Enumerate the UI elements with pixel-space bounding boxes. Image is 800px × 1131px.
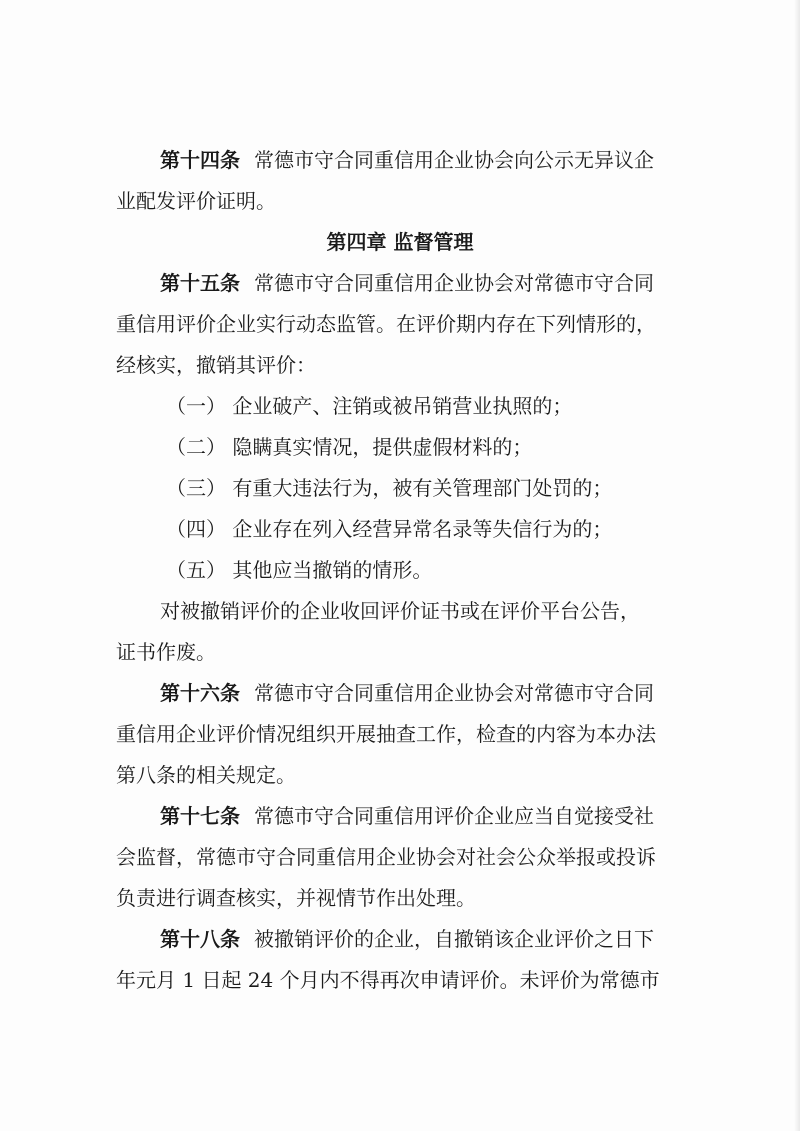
article-15-text-1: 常德市守合同重信用企业协会对常德市守合同 [254, 271, 654, 295]
article-17-line-2: 会监督，常德市守合同重信用企业协会对社会公众举报或投诉 [116, 845, 656, 869]
article-16-text-1: 常德市守合同重信用企业协会对常德市守合同 [254, 681, 654, 705]
article-18-line-2: 年元月 1 日起 24 个月内不得再次申请评价。未评价为常德市 [116, 968, 660, 992]
article-18-label: 第十八条 [160, 927, 240, 951]
article-18-text-1: 被撤销评价的企业，自撤销该企业评价之日下 [254, 927, 654, 951]
article-15-after-1: 对被撤销评价的企业收回评价证书或在评价平台公告， [160, 599, 640, 623]
article-15-line-3: 经核实，撤销其评价： [116, 353, 316, 377]
list-item: （四） 企业存在列入经营异常名录等失信行为的； [166, 517, 613, 541]
scan-edge-shadow [794, 0, 800, 1131]
article-17-text-1: 常德市守合同重信用评价企业应当自觉接受社 [254, 804, 654, 828]
list-item: （五） 其他应当撤销的情形。 [166, 558, 433, 582]
list-item: （一） 企业破产、注销或被吊销营业执照的； [166, 394, 573, 418]
article-18-line-1 [160, 925, 691, 953]
list-item: （三） 有重大违法行为，被有关管理部门处罚的； [166, 476, 613, 500]
article-17-label: 第十七条 [160, 804, 240, 828]
article-15-line-1 [160, 269, 691, 297]
article-16-line-1 [160, 679, 691, 707]
article-14-text-1: 常德市守合同重信用企业协会向公示无异议企 [254, 148, 654, 172]
article-15-label: 第十五条 [160, 271, 240, 295]
chapter-heading: 第四章 监督管理 [326, 230, 474, 254]
list-item: （二） 隐瞒真实情况，提供虚假材料的； [166, 435, 533, 459]
article-16-line-2: 重信用企业评价情况组织开展抽查工作，检查的内容为本办法 [116, 722, 656, 746]
article-15-after-2: 证书作废。 [116, 640, 216, 664]
article-14-line-2: 业配发评价证明。 [116, 189, 276, 213]
article-15-line-2: 重信用评价企业实行动态监管。在评价期内存在下列情形的， [116, 312, 656, 336]
article-17-line-1 [160, 802, 691, 830]
article-14-line-1 [160, 146, 691, 174]
article-16-label: 第十六条 [160, 681, 240, 705]
article-14-label: 第十四条 [160, 148, 240, 172]
article-17-line-3: 负责进行调查核实，并视情节作出处理。 [116, 886, 476, 910]
article-16-line-3: 第八条的相关规定。 [116, 763, 296, 787]
